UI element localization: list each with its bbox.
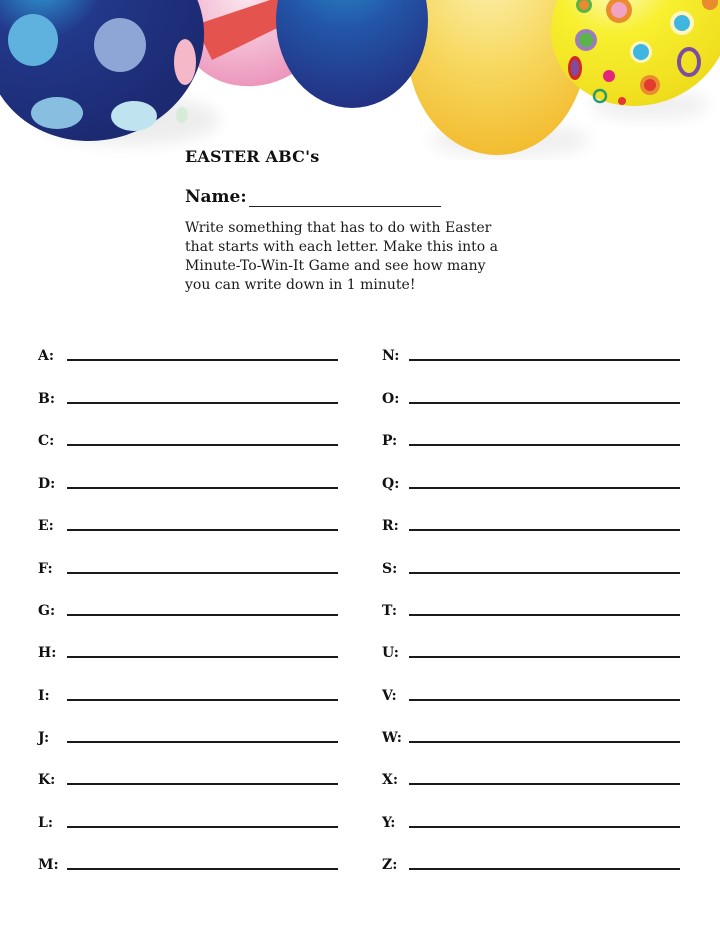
- answer-row-p[interactable]: [382, 428, 680, 448]
- answer-line[interactable]: [409, 699, 680, 701]
- answer-row-l[interactable]: [38, 810, 338, 830]
- letter-label: V:: [382, 688, 397, 704]
- letter-label: Q:: [382, 476, 400, 492]
- answer-row-w[interactable]: [382, 725, 680, 745]
- letter-label: Y:: [382, 815, 396, 831]
- letter-label: B:: [38, 391, 56, 407]
- answer-line[interactable]: [409, 868, 680, 870]
- letter-label: P:: [382, 433, 398, 449]
- answer-line[interactable]: [409, 402, 680, 404]
- answer-row-o[interactable]: [382, 386, 680, 406]
- answer-line[interactable]: [409, 487, 680, 489]
- answer-line[interactable]: [67, 487, 338, 489]
- answer-line[interactable]: [67, 402, 338, 404]
- letter-label: E:: [38, 518, 54, 534]
- answer-line[interactable]: [409, 529, 680, 531]
- letter-label: X:: [382, 772, 399, 788]
- answer-row-r[interactable]: [382, 513, 680, 533]
- answer-row-e[interactable]: [38, 513, 338, 533]
- answer-row-h[interactable]: [38, 640, 338, 660]
- answer-row-y[interactable]: [382, 810, 680, 830]
- letter-label: I:: [38, 688, 50, 704]
- answer-row-m[interactable]: [38, 852, 338, 872]
- answer-line[interactable]: [67, 826, 338, 828]
- answer-row-x[interactable]: [382, 767, 680, 787]
- letter-label: O:: [382, 391, 400, 407]
- name-field[interactable]: [185, 187, 441, 207]
- answer-row-i[interactable]: [38, 683, 338, 703]
- answer-line[interactable]: [409, 614, 680, 616]
- letter-label: D:: [38, 476, 56, 492]
- answer-row-k[interactable]: [38, 767, 338, 787]
- answer-row-s[interactable]: [382, 556, 680, 576]
- answer-line[interactable]: [67, 783, 338, 785]
- answer-row-q[interactable]: [382, 471, 680, 491]
- name-label: Name:: [185, 187, 247, 207]
- easter-eggs-banner: [0, 0, 720, 160]
- letter-label: R:: [382, 518, 399, 534]
- letter-label: N:: [382, 348, 400, 364]
- answer-row-u[interactable]: [382, 640, 680, 660]
- letter-label: L:: [38, 815, 54, 831]
- answer-line[interactable]: [409, 783, 680, 785]
- answer-line[interactable]: [67, 529, 338, 531]
- answer-row-n[interactable]: [382, 343, 680, 363]
- letter-label: A:: [38, 348, 55, 364]
- answer-row-b[interactable]: [38, 386, 338, 406]
- answer-line[interactable]: [409, 572, 680, 574]
- answer-row-g[interactable]: [38, 598, 338, 618]
- answer-row-c[interactable]: [38, 428, 338, 448]
- answer-line[interactable]: [67, 656, 338, 658]
- answer-row-t[interactable]: [382, 598, 680, 618]
- answer-line[interactable]: [409, 359, 680, 361]
- answer-line[interactable]: [67, 444, 338, 446]
- name-line[interactable]: [249, 190, 441, 207]
- letter-label: Z:: [382, 857, 398, 873]
- answer-line[interactable]: [67, 741, 338, 743]
- page-title: EASTER ABC's: [185, 147, 320, 166]
- answer-row-f[interactable]: [38, 556, 338, 576]
- answer-line[interactable]: [67, 614, 338, 616]
- letter-label: U:: [382, 645, 399, 661]
- letter-label: W:: [382, 730, 402, 746]
- answer-line[interactable]: [409, 741, 680, 743]
- letter-label: H:: [38, 645, 57, 661]
- letter-label: G:: [38, 603, 56, 619]
- answer-line[interactable]: [409, 444, 680, 446]
- letter-label: M:: [38, 857, 59, 873]
- answer-line[interactable]: [409, 826, 680, 828]
- letter-label: C:: [38, 433, 55, 449]
- answer-row-d[interactable]: [38, 471, 338, 491]
- letter-label: S:: [382, 561, 398, 577]
- blue-egg: [276, 0, 428, 108]
- answer-line[interactable]: [67, 868, 338, 870]
- answer-row-a[interactable]: [38, 343, 338, 363]
- answer-row-j[interactable]: [38, 725, 338, 745]
- answer-line[interactable]: [67, 359, 338, 361]
- answer-row-v[interactable]: [382, 683, 680, 703]
- answer-line[interactable]: [67, 699, 338, 701]
- answer-line[interactable]: [67, 572, 338, 574]
- letter-label: J:: [38, 730, 50, 746]
- instructions-text: Write something that has to do with Easter that starts with each letter. Make this into a Minute-To-Win-It Game and see how many you can write down in 1 minute!: [185, 220, 499, 293]
- answer-line[interactable]: [409, 656, 680, 658]
- answer-row-z[interactable]: [382, 852, 680, 872]
- letter-label: T:: [382, 603, 398, 619]
- letter-label: K:: [38, 772, 56, 788]
- letter-label: F:: [38, 561, 53, 577]
